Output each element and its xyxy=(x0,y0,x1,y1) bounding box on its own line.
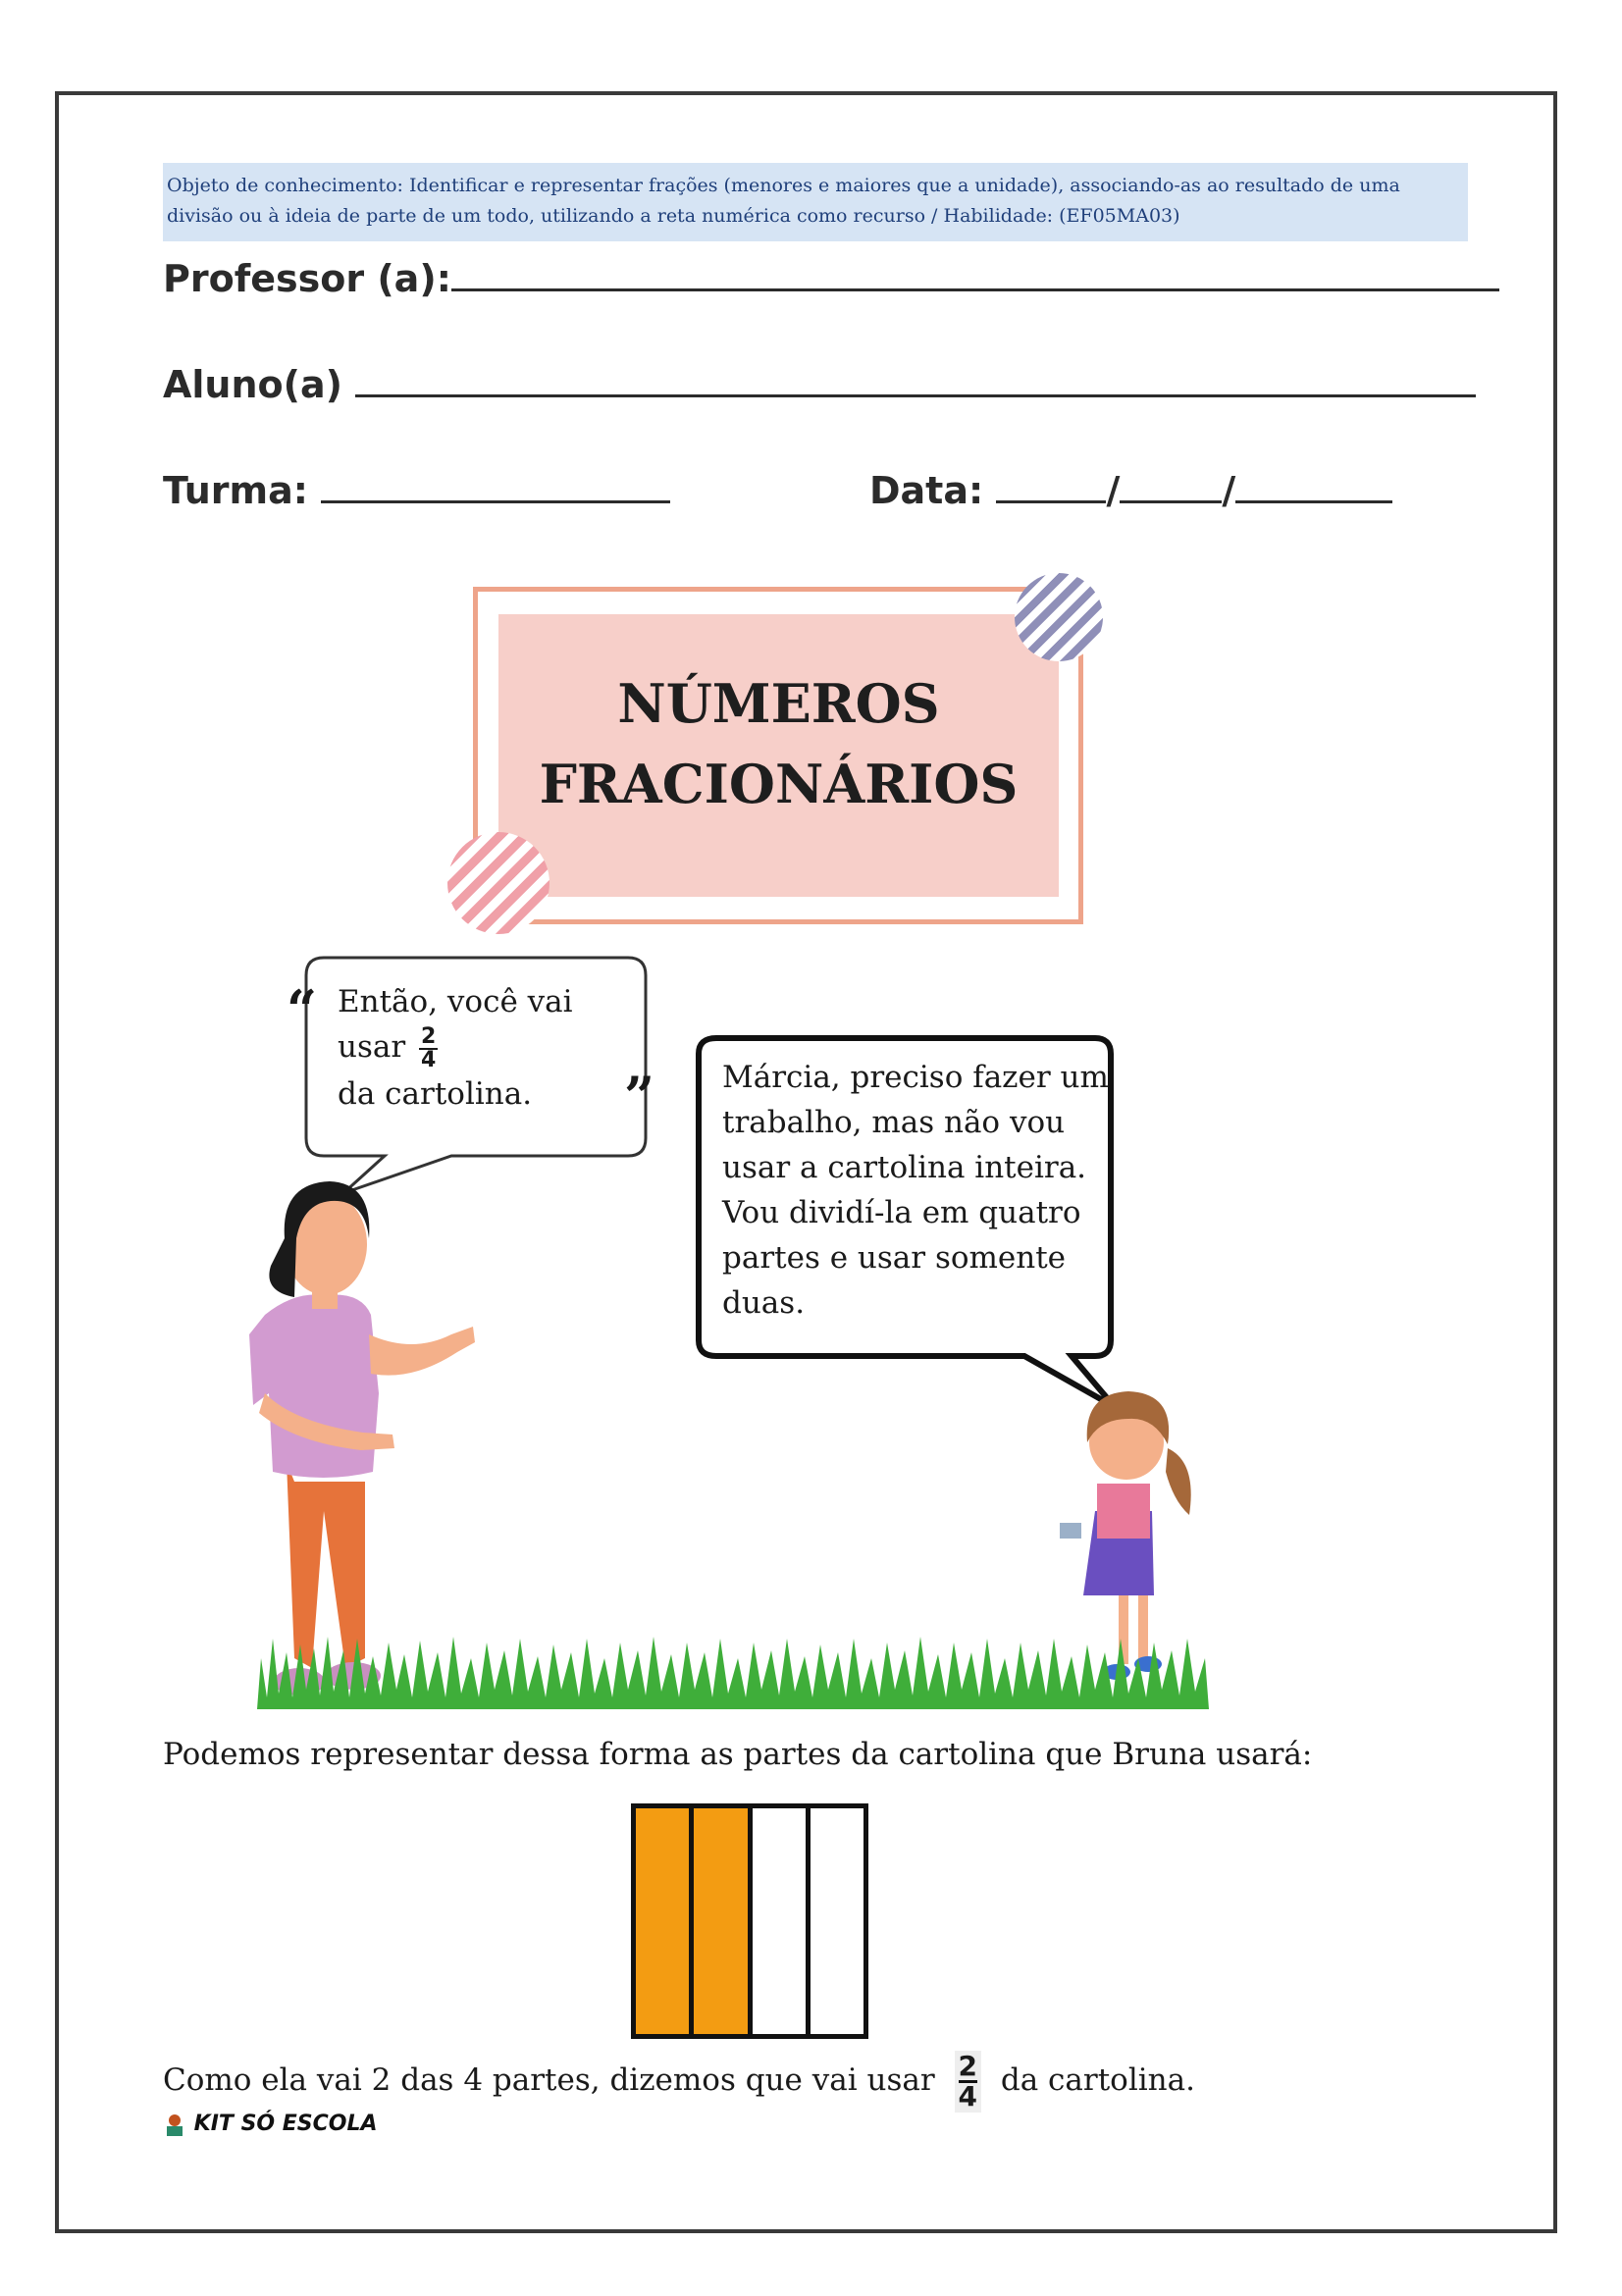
grass-illustration xyxy=(257,1637,1209,1709)
left-bubble-prefix: usar xyxy=(338,1029,406,1065)
objective-banner: Objeto de conhecimento: Identificar e representar frações (menores e maiores que a unidade), associando-as ao resultado de uma divisão ou à ideia de parte de um todo, utilizando a reta numérica como recurso / Habilidade: (EF05MA03) xyxy=(163,163,1468,241)
right-bubble-line: Vou dividí-la em quatro xyxy=(722,1195,1081,1230)
fraction-part-empty xyxy=(811,1808,863,2034)
turma-label: Turma: xyxy=(163,469,308,512)
fraction-part-filled xyxy=(636,1808,694,2034)
fraction-denominator: 4 xyxy=(958,2080,978,2113)
conclusion-prefix: Como ela vai 2 das 4 partes, dizemos que vai usar xyxy=(163,2062,935,2098)
fraction-bar xyxy=(631,1803,868,2039)
title-line-2: FRACIONÁRIOS xyxy=(539,753,1019,815)
aluno-label: Aluno(a) xyxy=(163,363,343,406)
conclusion-fraction xyxy=(955,2051,981,2113)
title-line-1: NÚMEROS xyxy=(617,672,940,735)
girl-illustration xyxy=(1060,1391,1191,1680)
date-slash: / xyxy=(1106,469,1121,512)
brand-logo xyxy=(163,2112,378,2136)
close-quote: ” xyxy=(624,1065,655,1127)
right-bubble-line: partes e usar somente xyxy=(722,1240,1067,1276)
left-bubble-line: Então, você vai xyxy=(338,984,573,1019)
conclusion-paragraph xyxy=(163,2051,1195,2113)
professor-label: Professor (a): xyxy=(163,257,451,300)
conclusion-suffix: da cartolina. xyxy=(1000,2062,1195,2098)
right-bubble-line: Márcia, preciso fazer um xyxy=(722,1060,1109,1095)
brand-text: KIT SÓ ESCOLA xyxy=(193,2112,378,2136)
right-bubble-line: duas. xyxy=(722,1285,806,1321)
open-quote: “ xyxy=(287,978,318,1041)
fraction-denominator: 4 xyxy=(421,1047,437,1072)
intro-paragraph: Podemos representar dessa forma as partes da cartolina que Bruna usará: xyxy=(163,1737,1313,1772)
fraction-part-empty xyxy=(753,1808,811,2034)
left-bubble-line: da cartolina. xyxy=(338,1075,533,1112)
woman-illustration xyxy=(249,1181,475,1696)
date-slash: / xyxy=(1222,469,1236,512)
data-label: Data: xyxy=(869,469,984,512)
teacher-icon xyxy=(163,2113,186,2136)
fraction-part-filled xyxy=(694,1808,752,2034)
right-bubble-line: trabalho, mas não vou xyxy=(722,1105,1066,1140)
fraction-numerator: 2 xyxy=(958,2050,978,2082)
right-bubble-line: usar a cartolina inteira. xyxy=(722,1150,1087,1185)
fraction-numerator: 2 xyxy=(421,1023,437,1049)
